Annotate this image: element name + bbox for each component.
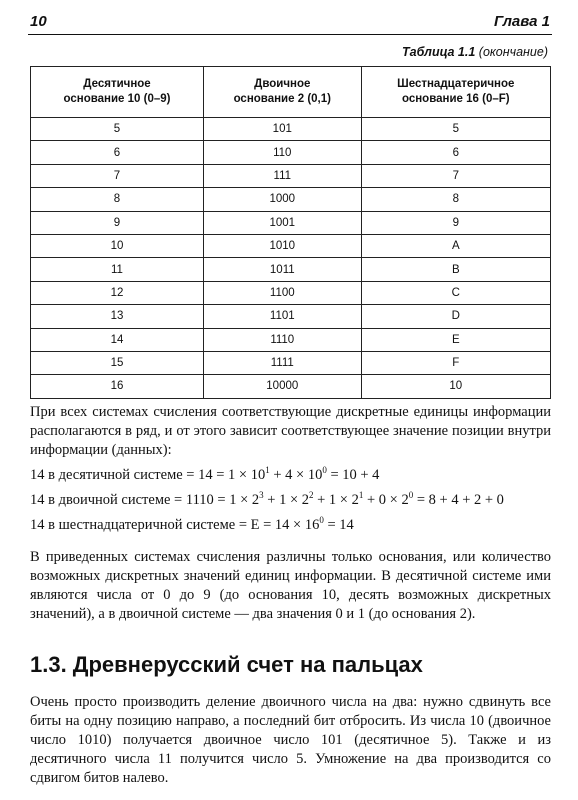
table-cell: F <box>361 351 550 374</box>
table-row <box>31 211 551 234</box>
table-cell: 6 <box>31 141 204 164</box>
table-cell: E <box>361 328 550 351</box>
column-header-line: Шестнадцатеричное <box>397 78 515 90</box>
column-header-decimal <box>31 67 204 118</box>
table-row <box>31 118 551 141</box>
table-cell: 11 <box>31 258 204 281</box>
table-cell: 111 <box>203 164 361 187</box>
table-cell: 1101 <box>203 305 361 328</box>
table-cell: 7 <box>31 164 204 187</box>
column-header-binary <box>203 67 361 118</box>
table-cell: 1010 <box>203 234 361 257</box>
page-header <box>28 12 552 35</box>
table-cell: 7 <box>361 164 550 187</box>
paragraph-positional-value: При всех системах счисления соответствующие дискретные единицы информации располагаются в ряд, и от этого зависит соответствующее значение позиции внутри информации (данных): <box>30 404 551 458</box>
table-cell: B <box>361 258 550 281</box>
table-row <box>31 375 551 398</box>
table-cell: 8 <box>361 188 550 211</box>
table-row <box>31 351 551 374</box>
table-cell: 9 <box>361 211 550 234</box>
table-row <box>31 281 551 304</box>
table-cell: 9 <box>31 211 204 234</box>
paragraph-bases: В приведенных системах счисления различны только основания, или количество возможных дискретных значений единиц информации. В десятичной системе ими являются числа от 0 до 9 (до основания 10, десять возможных дискретных значений), а в двоичной системе — два значения 0 и 1 (до основания 2). <box>30 549 551 622</box>
equation-binary: 14 в двоичной системе = $1110 = 1 \times 2^3 + 1 \times 2^2 + 1 \times 2^1 + 0 \times 2^0 = 8 + 4 + 2 + 0$ <box>30 490 504 508</box>
equation-decimal: 14 в десятичной системе = $14 = 1 \times 10^1 + 4 \times 10^0 = 10 + 4$ <box>30 465 380 483</box>
table-cell: A <box>361 234 550 257</box>
table-cell: 13 <box>31 305 204 328</box>
table-cell: 16 <box>31 375 204 398</box>
table-row <box>31 234 551 257</box>
table-cell: 1110 <box>203 328 361 351</box>
table-cell: 101 <box>203 118 361 141</box>
table-cell: 110 <box>203 141 361 164</box>
number-systems-table <box>30 66 551 399</box>
column-header-line: основание 2 (0,1) <box>233 93 331 105</box>
table-row <box>31 141 551 164</box>
table-cell: 6 <box>361 141 550 164</box>
table-cell: 15 <box>31 351 204 374</box>
table-cell: 10 <box>31 234 204 257</box>
table-row <box>31 328 551 351</box>
table-cell: 10000 <box>203 375 361 398</box>
table-cell: 12 <box>31 281 204 304</box>
paragraph-binary-division: Очень просто производить деление двоичного числа на два: нужно сдвинуть все биты на одну позицию направо, а последний бит отбросить. Из числа 10 (двоичное число 1010) получается двоичное число 101 (десятичное 5). Также и из десятичного числа 11 получится число 5. Умножение на два производится со сдвигом битов налево. <box>30 694 551 786</box>
page-number: 10 <box>30 13 47 30</box>
table-cell: 5 <box>31 118 204 141</box>
table-cell: 1100 <box>203 281 361 304</box>
table-header-row <box>31 67 551 118</box>
column-header-line: Двоичное <box>254 78 311 90</box>
table-cell: 14 <box>31 328 204 351</box>
table-row <box>31 164 551 187</box>
table-row <box>31 188 551 211</box>
column-header-line: Десятичное <box>83 78 151 90</box>
table-caption-label: Таблица 1.1 <box>402 45 476 59</box>
table-row <box>31 258 551 281</box>
table-cell: 1111 <box>203 351 361 374</box>
table-caption <box>402 45 548 59</box>
section-heading: 1.3. Древнерусский счет на пальцах <box>30 652 423 677</box>
table-cell: 1001 <box>203 211 361 234</box>
table-caption-note: (окончание) <box>475 45 548 59</box>
equation-hexadecimal: 14 в шестнадцатеричной системе = $E = 14 \times 16^0 = 14$ <box>30 515 354 533</box>
column-header-hex <box>361 67 550 118</box>
table-cell: D <box>361 305 550 328</box>
table-cell: 8 <box>31 188 204 211</box>
table-cell: 5 <box>361 118 550 141</box>
table-cell: 1011 <box>203 258 361 281</box>
table-row <box>31 305 551 328</box>
table-cell: 10 <box>361 375 550 398</box>
column-header-line: основание 10 (0–9) <box>63 93 171 105</box>
table-cell: 1000 <box>203 188 361 211</box>
chapter-title: Глава 1 <box>493 13 550 30</box>
column-header-line: основание 16 (0–F) <box>401 93 510 105</box>
table-cell: C <box>361 281 550 304</box>
